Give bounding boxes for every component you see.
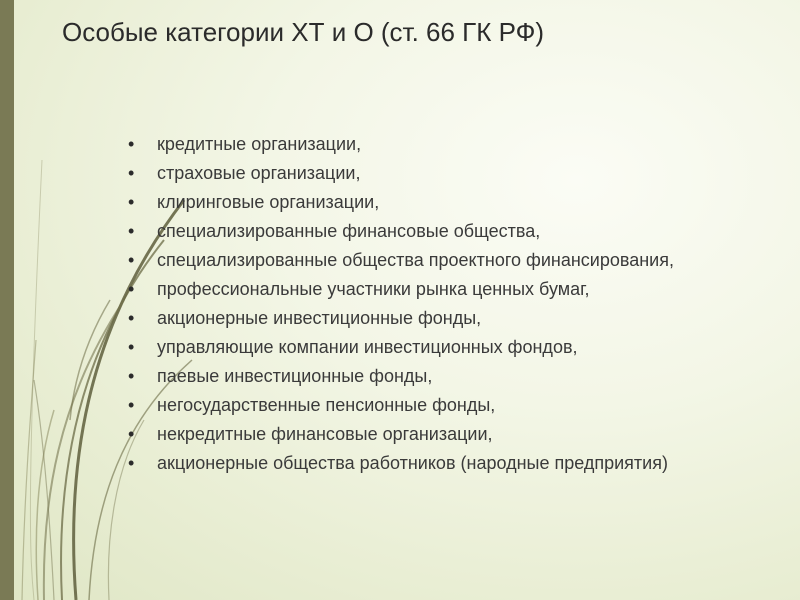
left-accent-bar — [0, 0, 14, 600]
list-item — [128, 420, 762, 449]
list-item-text: некредитные финансовые организации, — [157, 424, 493, 444]
list-item — [128, 304, 762, 333]
list-item — [128, 449, 762, 478]
bullet-list — [128, 130, 762, 478]
bullet-icon: • — [128, 250, 135, 270]
list-item-text: кредитные организации, — [157, 134, 362, 154]
list-item-text: паевые инвестиционные фонды, — [157, 366, 433, 386]
list-item — [128, 130, 762, 159]
list-item-text: специализированные финансовые общества, — [157, 221, 541, 241]
list-item-text: профессиональные участники рынка ценных бумаг, — [157, 279, 590, 299]
list-item-text: специализированные общества проектного финансирования, — [157, 250, 674, 270]
bullet-icon: • — [128, 308, 135, 328]
list-item-text: акционерные общества работников (народные предприятия) — [157, 453, 668, 473]
list-item-text: страховые организации, — [157, 163, 361, 183]
bullet-icon: • — [128, 221, 135, 241]
bullet-icon: • — [128, 134, 135, 154]
list-item — [128, 333, 762, 362]
list-item — [128, 362, 762, 391]
bullet-icon: • — [128, 453, 135, 473]
bullet-icon: • — [128, 424, 135, 444]
list-item-text: негосударственные пенсионные фонды, — [157, 395, 496, 415]
bullet-icon: • — [128, 279, 135, 299]
list-item — [128, 159, 762, 188]
bullet-icon: • — [128, 366, 135, 386]
bullet-icon: • — [128, 395, 135, 415]
bullet-icon: • — [128, 192, 135, 212]
bullet-icon: • — [128, 337, 135, 357]
list-item — [128, 246, 762, 275]
list-item — [128, 275, 762, 304]
list-item — [128, 188, 762, 217]
slide-title: Особые категории ХТ и О (ст. 66 ГК РФ) — [62, 17, 545, 47]
list-item-text: управляющие компании инвестиционных фондов, — [157, 337, 578, 357]
list-item — [128, 391, 762, 420]
bullet-icon: • — [128, 163, 135, 183]
list-item-text: акционерные инвестиционные фонды, — [157, 308, 482, 328]
list-item-text: клиринговые организации, — [157, 192, 380, 212]
list-item — [128, 217, 762, 246]
